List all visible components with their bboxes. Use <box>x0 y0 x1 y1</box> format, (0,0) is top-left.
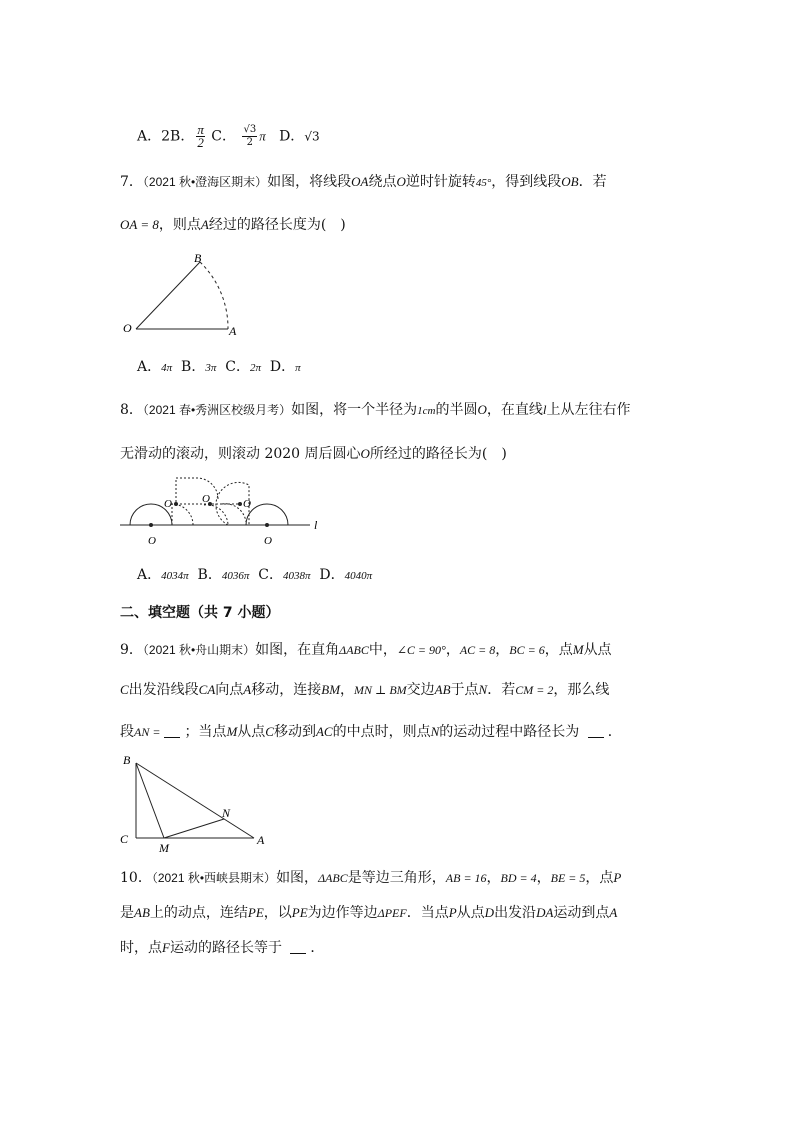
q9-label-c: C <box>120 832 129 846</box>
q8-source: （2021 春•秀洲区校级月考） <box>142 403 292 417</box>
q8-line-2: 无滑动的滚动，则滚动 2020 周后圆心O所经过的路径长为( ) <box>120 446 507 462</box>
q8-label-o-3: O <box>243 498 251 510</box>
q10-line-3: 时，点F运动的路径长等于 ． <box>120 940 325 956</box>
q8-figure <box>118 472 328 550</box>
q7-option-b[interactable]: B．3π <box>181 359 217 375</box>
q7-option-d[interactable]: D．π <box>269 359 301 375</box>
q8-option-b[interactable]: B．4036π <box>197 567 250 583</box>
q8-label-o-2: O <box>202 493 210 505</box>
q7-options <box>137 357 301 378</box>
q6-option-b-fraction: $\frac{\pi}{2}$ <box>197 122 204 150</box>
q8-label-o-1: O <box>164 498 172 510</box>
q8-option-d[interactable]: D．4040π <box>319 567 373 583</box>
q7-line-1: 7．（2021 秋•澄海区期末）如图，将线段OA绕点O逆时针旋转45°，得到线段OB．若 <box>120 174 607 190</box>
answer-blank[interactable] <box>588 725 604 738</box>
q6-option-d[interactable]: D． <box>279 128 305 145</box>
q10-source: （2021 秋•西峡县期末） <box>151 871 277 885</box>
q8-label-l: l <box>314 518 318 532</box>
q9-label-n: N <box>222 806 231 820</box>
q7-figure <box>118 248 253 338</box>
answer-paren: ( ) <box>320 217 346 233</box>
q6-option-b[interactable]: B． <box>170 128 195 145</box>
q6-option-c[interactable]: C． <box>211 128 237 145</box>
q6-option-a[interactable]: A．2 <box>137 128 171 145</box>
q8-options <box>137 565 372 586</box>
q7-label-a: A <box>229 324 237 338</box>
q8-label-o-end: O <box>264 535 272 547</box>
q9-label-a: A <box>257 833 265 847</box>
q10-line-1: 10．（2021 秋•西峡县期末）如图，ΔABC是等边三角形，AB = 16，BD = 4，BE = 5，点P <box>120 870 622 886</box>
q9-figure <box>116 750 276 855</box>
q10-line-2: 是AB上的动点，连结PE，以PE为边作等边ΔPEF．当点P从点D出发沿DA运动到点A <box>120 905 618 921</box>
q6-option-c-fraction: $\frac{√3}{2}$ <box>243 124 257 148</box>
q7-line-2: OA = 8，则点A经过的路径长度为( ) <box>120 217 346 233</box>
answer-blank[interactable] <box>290 941 306 954</box>
answer-blank[interactable] <box>164 725 180 738</box>
q6-options: A．2B． $\frac{\pi}{2}$ C． $\frac{√3}{2}$ π D．√3 <box>137 122 320 150</box>
q9-source: （2021 秋•舟山期末） <box>142 643 256 657</box>
q9-line-1: 9．（2021 秋•舟山期末）如图，在直角ΔABC中，∠C = 90°，AC = 8，BC = 6，点M从点 <box>120 642 612 658</box>
q9-line-2: C出发沿线段CA向点A移动，连接BM，MN ⊥ BM交边AB于点N．若CM = 2，那么线 <box>120 682 610 698</box>
q9-label-m: M <box>159 841 169 855</box>
answer-paren: ( ) <box>481 446 507 462</box>
q7-label-b: B <box>194 251 202 265</box>
q7-option-c[interactable]: C．2π <box>225 359 261 375</box>
q8-line-1: 8．（2021 春•秀洲区校级月考）如图，将一个半径为1cm的半圆O，在直线l上从左往右作 <box>120 402 631 418</box>
q8-label-o-start: O <box>148 535 156 547</box>
q7-source: （2021 秋•澄海区期末） <box>142 175 268 189</box>
q9-label-b: B <box>123 753 131 767</box>
q8-option-c[interactable]: C．4038π <box>258 567 311 583</box>
q7-option-a[interactable]: A．4π <box>137 359 173 375</box>
q8-option-a[interactable]: A．4034π <box>137 567 189 583</box>
q7-label-o: O <box>123 321 132 335</box>
q9-line-3: 段AN = ；当点M从点C移动到AC的中点时，则点N的运动过程中路径长为 ． <box>120 724 622 740</box>
section-heading: 二、填空题（共 7 小题） <box>120 605 280 621</box>
q7-number: 7． <box>120 174 143 190</box>
